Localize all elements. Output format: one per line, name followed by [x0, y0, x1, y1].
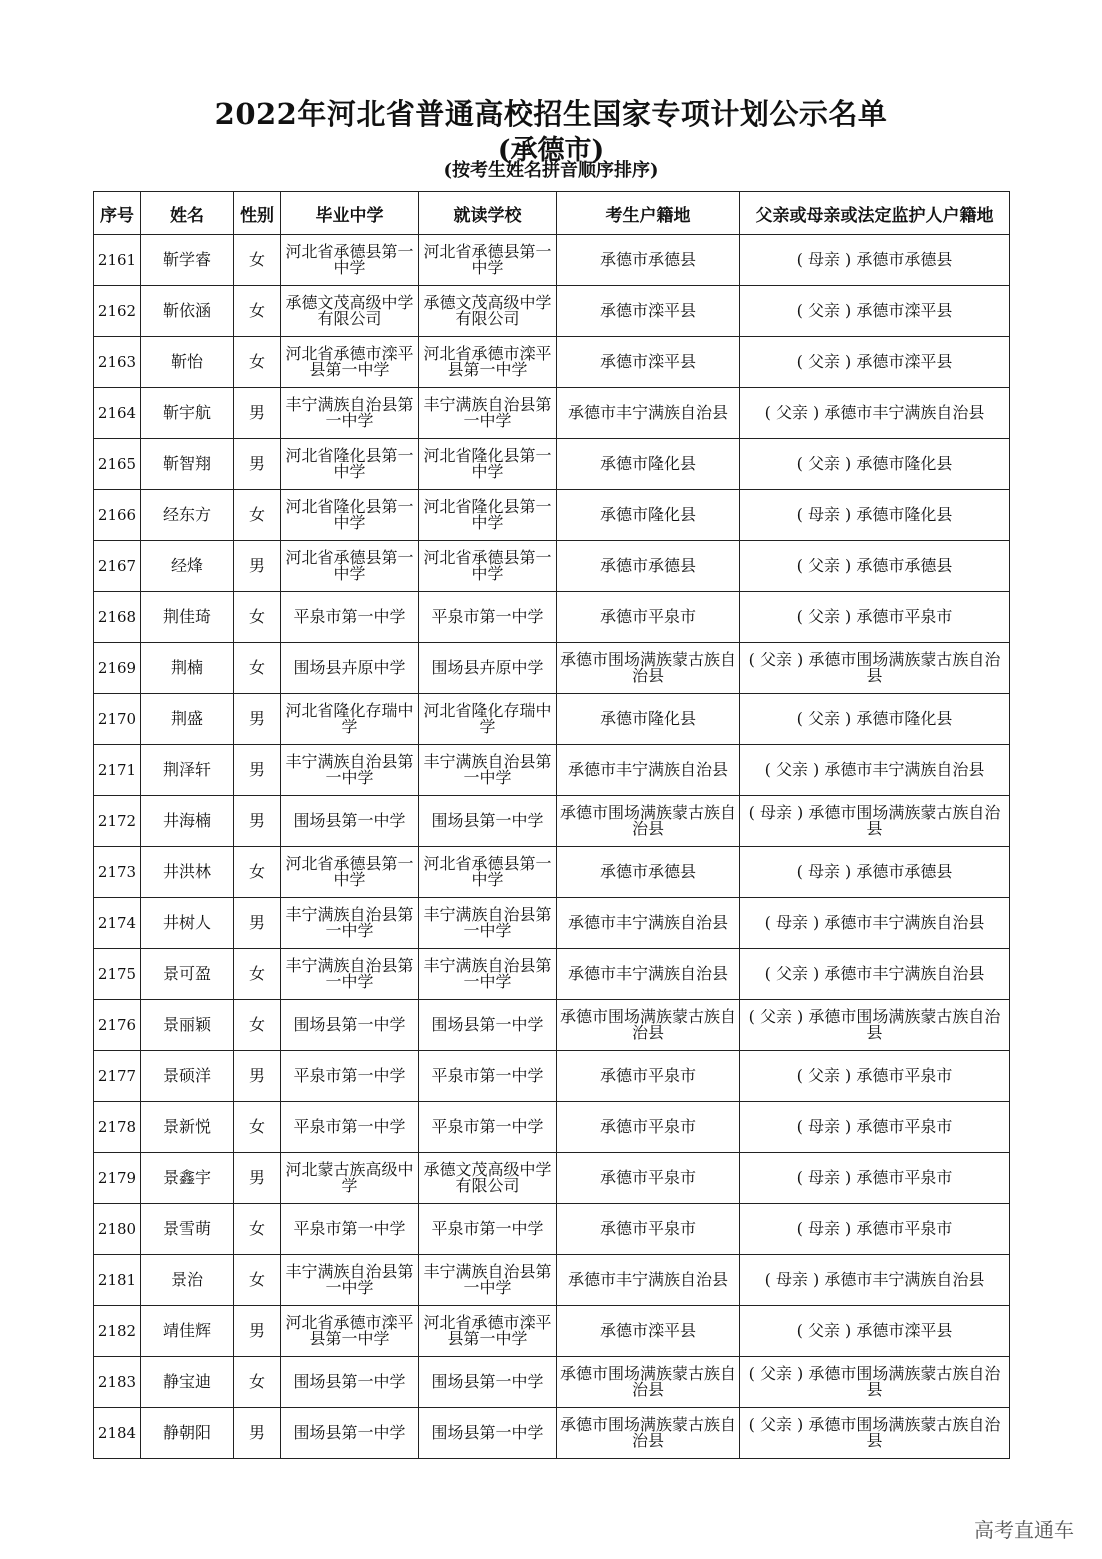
table-row: [94, 1357, 1010, 1408]
cell-current-school: 承德文茂高级中学有限公司: [419, 286, 557, 337]
cell-name: 靳依涵: [141, 286, 234, 337]
cell-index: 2169: [94, 643, 141, 694]
cell-guardian-registration: ( 母亲 ) 承德市承德县: [740, 235, 1010, 286]
cell-graduated-school: 围场县第一中学: [281, 1357, 419, 1408]
cell-name: 井洪林: [141, 847, 234, 898]
cell-household-registration: 承德市围场满族蒙古族自治县: [557, 1408, 740, 1459]
cell-index: 2175: [94, 949, 141, 1000]
table-row: [94, 1204, 1010, 1255]
sort-note: (按考生姓名拼音顺序排序): [443, 160, 659, 181]
cell-name: 经烽: [141, 541, 234, 592]
cell-current-school: 围场县第一中学: [419, 1408, 557, 1459]
cell-graduated-school: 丰宁满族自治县第一中学: [281, 388, 419, 439]
cell-current-school: 围场县第一中学: [419, 1000, 557, 1051]
cell-gender: 男: [234, 745, 281, 796]
cell-gender: 女: [234, 490, 281, 541]
cell-name: 静朝阳: [141, 1408, 234, 1459]
cell-guardian-registration: ( 母亲 ) 承德市隆化县: [740, 490, 1010, 541]
cell-current-school: 河北省隆化县第一中学: [419, 490, 557, 541]
cell-index: 2183: [94, 1357, 141, 1408]
cell-household-registration: 承德市丰宁满族自治县: [557, 388, 740, 439]
cell-household-registration: 承德市丰宁满族自治县: [557, 745, 740, 796]
cell-guardian-registration: ( 父亲 ) 承德市围场满族蒙古族自治县: [740, 1357, 1010, 1408]
cell-guardian-registration: ( 父亲 ) 承德市隆化县: [740, 694, 1010, 745]
cell-guardian-registration: ( 父亲 ) 承德市围场满族蒙古族自治县: [740, 1408, 1010, 1459]
cell-graduated-school: 围场县第一中学: [281, 1000, 419, 1051]
cell-household-registration: 承德市围场满族蒙古族自治县: [557, 796, 740, 847]
cell-graduated-school: 丰宁满族自治县第一中学: [281, 1255, 419, 1306]
cell-current-school: 河北省隆化存瑞中学: [419, 694, 557, 745]
cell-current-school: 丰宁满族自治县第一中学: [419, 898, 557, 949]
cell-index: 2184: [94, 1408, 141, 1459]
cell-current-school: 平泉市第一中学: [419, 1204, 557, 1255]
cell-guardian-registration: ( 母亲 ) 承德市丰宁满族自治县: [740, 1255, 1010, 1306]
cell-household-registration: 承德市丰宁满族自治县: [557, 898, 740, 949]
cell-household-registration: 承德市围场满族蒙古族自治县: [557, 643, 740, 694]
cell-index: 2176: [94, 1000, 141, 1051]
cell-graduated-school: 河北省隆化县第一中学: [281, 439, 419, 490]
cell-guardian-registration: ( 母亲 ) 承德市平泉市: [740, 1102, 1010, 1153]
cell-graduated-school: 围场县第一中学: [281, 796, 419, 847]
cell-name: 景治: [141, 1255, 234, 1306]
table-row: [94, 643, 1010, 694]
header-household-registration: 考生户籍地: [557, 192, 740, 235]
cell-guardian-registration: ( 父亲 ) 承德市滦平县: [740, 1306, 1010, 1357]
table-row: [94, 694, 1010, 745]
cell-name: 靳宇航: [141, 388, 234, 439]
cell-gender: 女: [234, 847, 281, 898]
cell-gender: 男: [234, 694, 281, 745]
cell-graduated-school: 平泉市第一中学: [281, 1051, 419, 1102]
cell-gender: 男: [234, 1051, 281, 1102]
table-row: [94, 796, 1010, 847]
cell-name: 井树人: [141, 898, 234, 949]
cell-household-registration: 承德市平泉市: [557, 1102, 740, 1153]
cell-current-school: 围场县第一中学: [419, 1357, 557, 1408]
roster-table: [93, 191, 1010, 1459]
cell-index: 2171: [94, 745, 141, 796]
cell-name: 靳学睿: [141, 235, 234, 286]
cell-name: 靳怡: [141, 337, 234, 388]
cell-guardian-registration: ( 父亲 ) 承德市丰宁满族自治县: [740, 388, 1010, 439]
cell-index: 2168: [94, 592, 141, 643]
cell-index: 2182: [94, 1306, 141, 1357]
cell-household-registration: 承德市承德县: [557, 235, 740, 286]
cell-index: 2170: [94, 694, 141, 745]
cell-index: 2178: [94, 1102, 141, 1153]
cell-index: 2177: [94, 1051, 141, 1102]
cell-household-registration: 承德市隆化县: [557, 439, 740, 490]
cell-guardian-registration: ( 父亲 ) 承德市丰宁满族自治县: [740, 745, 1010, 796]
cell-current-school: 河北省承德县第一中学: [419, 541, 557, 592]
cell-guardian-registration: ( 父亲 ) 承德市丰宁满族自治县: [740, 949, 1010, 1000]
table-row: [94, 1000, 1010, 1051]
cell-household-registration: 承德市平泉市: [557, 1051, 740, 1102]
header-index: 序号: [94, 192, 141, 235]
cell-name: 井海楠: [141, 796, 234, 847]
cell-gender: 女: [234, 1255, 281, 1306]
table-row: [94, 592, 1010, 643]
cell-guardian-registration: ( 母亲 ) 承德市平泉市: [740, 1153, 1010, 1204]
cell-name: 荆佳琦: [141, 592, 234, 643]
table-row: [94, 1153, 1010, 1204]
cell-guardian-registration: ( 母亲 ) 承德市平泉市: [740, 1204, 1010, 1255]
cell-gender: 女: [234, 949, 281, 1000]
cell-guardian-registration: ( 父亲 ) 承德市承德县: [740, 541, 1010, 592]
cell-guardian-registration: ( 父亲 ) 承德市围场满族蒙古族自治县: [740, 1000, 1010, 1051]
table-row: [94, 949, 1010, 1000]
table-row: [94, 1102, 1010, 1153]
cell-name: 靳智翔: [141, 439, 234, 490]
cell-index: 2174: [94, 898, 141, 949]
cell-current-school: 河北省承德市滦平县第一中学: [419, 337, 557, 388]
cell-current-school: 平泉市第一中学: [419, 1051, 557, 1102]
table-row: [94, 1051, 1010, 1102]
cell-name: 景新悦: [141, 1102, 234, 1153]
cell-index: 2165: [94, 439, 141, 490]
cell-graduated-school: 河北省承德县第一中学: [281, 235, 419, 286]
cell-graduated-school: 河北省承德市滦平县第一中学: [281, 337, 419, 388]
cell-graduated-school: 河北省承德县第一中学: [281, 847, 419, 898]
cell-graduated-school: 丰宁满族自治县第一中学: [281, 745, 419, 796]
cell-gender: 男: [234, 439, 281, 490]
cell-graduated-school: 河北省承德县第一中学: [281, 541, 419, 592]
cell-graduated-school: 平泉市第一中学: [281, 592, 419, 643]
table-row: [94, 541, 1010, 592]
cell-gender: 男: [234, 1408, 281, 1459]
cell-name: 荆楠: [141, 643, 234, 694]
header-graduated-school: 毕业中学: [281, 192, 419, 235]
table-row: [94, 847, 1010, 898]
cell-guardian-registration: ( 父亲 ) 承德市滦平县: [740, 286, 1010, 337]
cell-current-school: 丰宁满族自治县第一中学: [419, 388, 557, 439]
cell-index: 2180: [94, 1204, 141, 1255]
cell-household-registration: 承德市滦平县: [557, 1306, 740, 1357]
cell-current-school: 河北省隆化县第一中学: [419, 439, 557, 490]
cell-household-registration: 承德市滦平县: [557, 337, 740, 388]
cell-household-registration: 承德市平泉市: [557, 1153, 740, 1204]
cell-index: 2172: [94, 796, 141, 847]
cell-gender: 男: [234, 898, 281, 949]
cell-name: 景丽颖: [141, 1000, 234, 1051]
table-row: [94, 1408, 1010, 1459]
header-guardian-registration: 父亲或母亲或法定监护人户籍地: [740, 192, 1010, 235]
cell-graduated-school: 河北蒙古族高级中学: [281, 1153, 419, 1204]
cell-household-registration: 承德市丰宁满族自治县: [557, 949, 740, 1000]
cell-index: 2181: [94, 1255, 141, 1306]
cell-household-registration: 承德市隆化县: [557, 694, 740, 745]
cell-gender: 女: [234, 1357, 281, 1408]
cell-graduated-school: 河北省隆化存瑞中学: [281, 694, 419, 745]
cell-index: 2164: [94, 388, 141, 439]
table-row: [94, 1255, 1010, 1306]
cell-gender: 女: [234, 643, 281, 694]
cell-current-school: 围场县第一中学: [419, 796, 557, 847]
cell-current-school: 平泉市第一中学: [419, 1102, 557, 1153]
cell-guardian-registration: ( 父亲 ) 承德市隆化县: [740, 439, 1010, 490]
cell-current-school: 河北省承德县第一中学: [419, 235, 557, 286]
cell-household-registration: 承德市围场满族蒙古族自治县: [557, 1000, 740, 1051]
cell-current-school: 河北省承德市滦平县第一中学: [419, 1306, 557, 1357]
table-row: [94, 439, 1010, 490]
cell-household-registration: 承德市丰宁满族自治县: [557, 1255, 740, 1306]
cell-current-school: 丰宁满族自治县第一中学: [419, 949, 557, 1000]
cell-name: 景鑫宇: [141, 1153, 234, 1204]
table-row: [94, 388, 1010, 439]
cell-current-school: 平泉市第一中学: [419, 592, 557, 643]
cell-gender: 女: [234, 337, 281, 388]
table-header-row: [94, 192, 1010, 235]
table-row: [94, 235, 1010, 286]
cell-name: 静宝迪: [141, 1357, 234, 1408]
cell-name: 景硕洋: [141, 1051, 234, 1102]
cell-graduated-school: 围场县第一中学: [281, 1408, 419, 1459]
cell-name: 靖佳辉: [141, 1306, 234, 1357]
cell-index: 2163: [94, 337, 141, 388]
cell-gender: 男: [234, 541, 281, 592]
cell-gender: 男: [234, 796, 281, 847]
cell-index: 2162: [94, 286, 141, 337]
cell-graduated-school: 丰宁满族自治县第一中学: [281, 949, 419, 1000]
cell-current-school: 河北省承德县第一中学: [419, 847, 557, 898]
cell-graduated-school: 平泉市第一中学: [281, 1102, 419, 1153]
cell-graduated-school: 平泉市第一中学: [281, 1204, 419, 1255]
cell-gender: 女: [234, 235, 281, 286]
cell-household-registration: 承德市平泉市: [557, 1204, 740, 1255]
cell-guardian-registration: ( 母亲 ) 承德市承德县: [740, 847, 1010, 898]
table-row: [94, 286, 1010, 337]
cell-guardian-registration: ( 父亲 ) 承德市围场满族蒙古族自治县: [740, 643, 1010, 694]
cell-gender: 男: [234, 1153, 281, 1204]
cell-gender: 女: [234, 1204, 281, 1255]
cell-gender: 女: [234, 592, 281, 643]
cell-graduated-school: 围场县卉原中学: [281, 643, 419, 694]
cell-gender: 女: [234, 1000, 281, 1051]
cell-graduated-school: 承德文茂高级中学有限公司: [281, 286, 419, 337]
table-row: [94, 490, 1010, 541]
header-gender: 性别: [234, 192, 281, 235]
cell-guardian-registration: ( 父亲 ) 承德市平泉市: [740, 592, 1010, 643]
header-name: 姓名: [141, 192, 234, 235]
cell-gender: 男: [234, 1306, 281, 1357]
cell-graduated-school: 丰宁满族自治县第一中学: [281, 898, 419, 949]
cell-index: 2167: [94, 541, 141, 592]
table-row: [94, 337, 1010, 388]
cell-index: 2166: [94, 490, 141, 541]
cell-graduated-school: 河北省承德市滦平县第一中学: [281, 1306, 419, 1357]
cell-current-school: 丰宁满族自治县第一中学: [419, 1255, 557, 1306]
document-title: 2022年河北省普通高校招生国家专项计划公示名单: [214, 97, 888, 131]
cell-gender: 男: [234, 388, 281, 439]
cell-household-registration: 承德市承德县: [557, 541, 740, 592]
cell-name: 景雪萌: [141, 1204, 234, 1255]
cell-name: 景可盈: [141, 949, 234, 1000]
cell-guardian-registration: ( 母亲 ) 承德市围场满族蒙古族自治县: [740, 796, 1010, 847]
cell-gender: 女: [234, 1102, 281, 1153]
cell-guardian-registration: ( 母亲 ) 承德市丰宁满族自治县: [740, 898, 1010, 949]
cell-index: 2173: [94, 847, 141, 898]
table-row: [94, 1306, 1010, 1357]
cell-household-registration: 承德市承德县: [557, 847, 740, 898]
cell-household-registration: 承德市滦平县: [557, 286, 740, 337]
cell-current-school: 丰宁满族自治县第一中学: [419, 745, 557, 796]
cell-household-registration: 承德市平泉市: [557, 592, 740, 643]
header-current-school: 就读学校: [419, 192, 557, 235]
cell-name: 荆泽轩: [141, 745, 234, 796]
watermark: 高考直通车: [974, 1518, 1074, 1542]
document-subtitle: (承德市): [497, 135, 605, 166]
cell-guardian-registration: ( 父亲 ) 承德市滦平县: [740, 337, 1010, 388]
cell-index: 2161: [94, 235, 141, 286]
cell-current-school: 承德文茂高级中学有限公司: [419, 1153, 557, 1204]
cell-name: 荆盛: [141, 694, 234, 745]
table-row: [94, 745, 1010, 796]
cell-name: 经东方: [141, 490, 234, 541]
cell-guardian-registration: ( 父亲 ) 承德市平泉市: [740, 1051, 1010, 1102]
table-row: [94, 898, 1010, 949]
cell-current-school: 围场县卉原中学: [419, 643, 557, 694]
cell-household-registration: 承德市隆化县: [557, 490, 740, 541]
cell-gender: 女: [234, 286, 281, 337]
cell-household-registration: 承德市围场满族蒙古族自治县: [557, 1357, 740, 1408]
cell-graduated-school: 河北省隆化县第一中学: [281, 490, 419, 541]
cell-index: 2179: [94, 1153, 141, 1204]
